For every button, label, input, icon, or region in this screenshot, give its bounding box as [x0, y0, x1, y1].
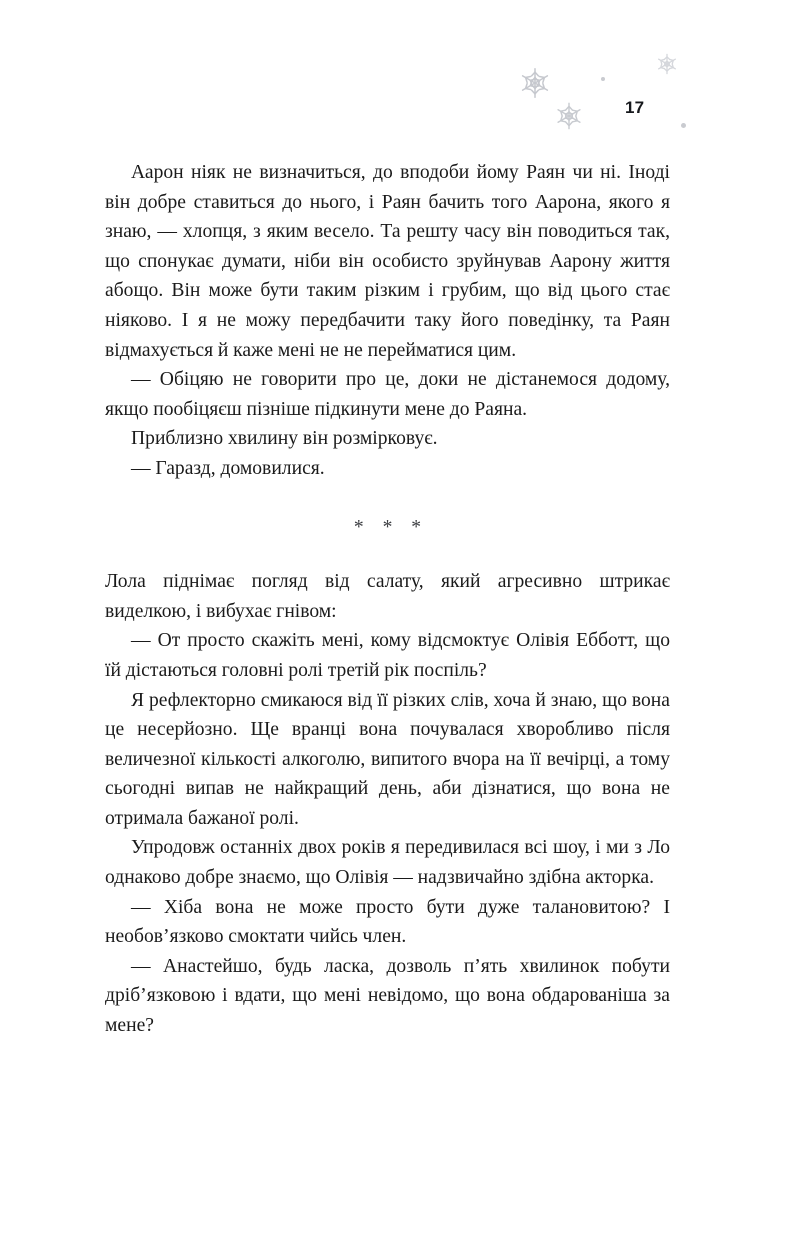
paragraph: — Хіба вона не може просто бути дуже талановитою? І необов’язково смоктати чийсь член.	[105, 896, 670, 948]
snowflake-icon	[554, 101, 584, 131]
paragraph: Я рефлекторно смикаюся від її різких слів, хоча й знаю, що вона це несерйозно. Ще вранці вона почувалася хворобливо після величезної кількості алкоголю, випитого вчора на її вечірці, а тому сьогодні випав не найкращий день, аби дізнатися, що вона не отримала бажаної ролі.	[105, 689, 670, 829]
paragraph: — Обіцяю не говорити про це, доки не дістанемося додому, якщо пообіцяєш пізніше підкинути мене до Раяна.	[105, 369, 670, 420]
page-header-decoration	[0, 0, 800, 155]
paragraph: Лола піднімає погляд від салату, який агресивно штрикає виделкою, і вибухає гнівом:	[105, 571, 670, 622]
page-number: 17	[625, 98, 645, 117]
snowflake-icon	[518, 66, 552, 100]
paragraph: Приблизно хвилину він розмірковує.	[131, 428, 438, 450]
page-text-body	[105, 158, 670, 1041]
paragraph: — Анастейшо, будь ласка, дозволь п’ять хвилинок побути дріб’язковою і вдати, що мені невідомо, що вона обдарованіша за мене?	[105, 955, 670, 1037]
paragraph: Упродовж останніх двох років я передивилася всі шоу, і ми з Ло однаково добре знаємо, що Олівія — надзвичайно здібна акторка.	[105, 837, 670, 889]
decorative-dot-icon	[601, 77, 605, 81]
decorative-dot-icon	[681, 123, 686, 128]
scene-break-divider: * * *	[353, 516, 429, 538]
paragraph: Аарон ніяк не визначиться, до вподоби йому Раян чи ні. Іноді він добре ставиться до нього, і Раян бачить того Аарона, якого я знаю, — хлопця, з яким весело. Та решту часу він поводиться так, що спонукає думати, ніби він особисто зруйнував Аарону життя абощо. Він може бути таким різким і грубим, що від цього стає ніяково. І я не можу передбачити таку його поведінку, та Раян відмахується й каже мені не не перейматися цим.	[105, 162, 670, 361]
paragraph: — От просто скажіть мені, кому відсмоктує Олівія Ебботт, що їй дістаються головні ролі третій рік поспіль?	[105, 630, 670, 681]
snowflake-icon	[655, 52, 679, 76]
paragraph: — Гаразд, домовилися.	[131, 457, 325, 479]
